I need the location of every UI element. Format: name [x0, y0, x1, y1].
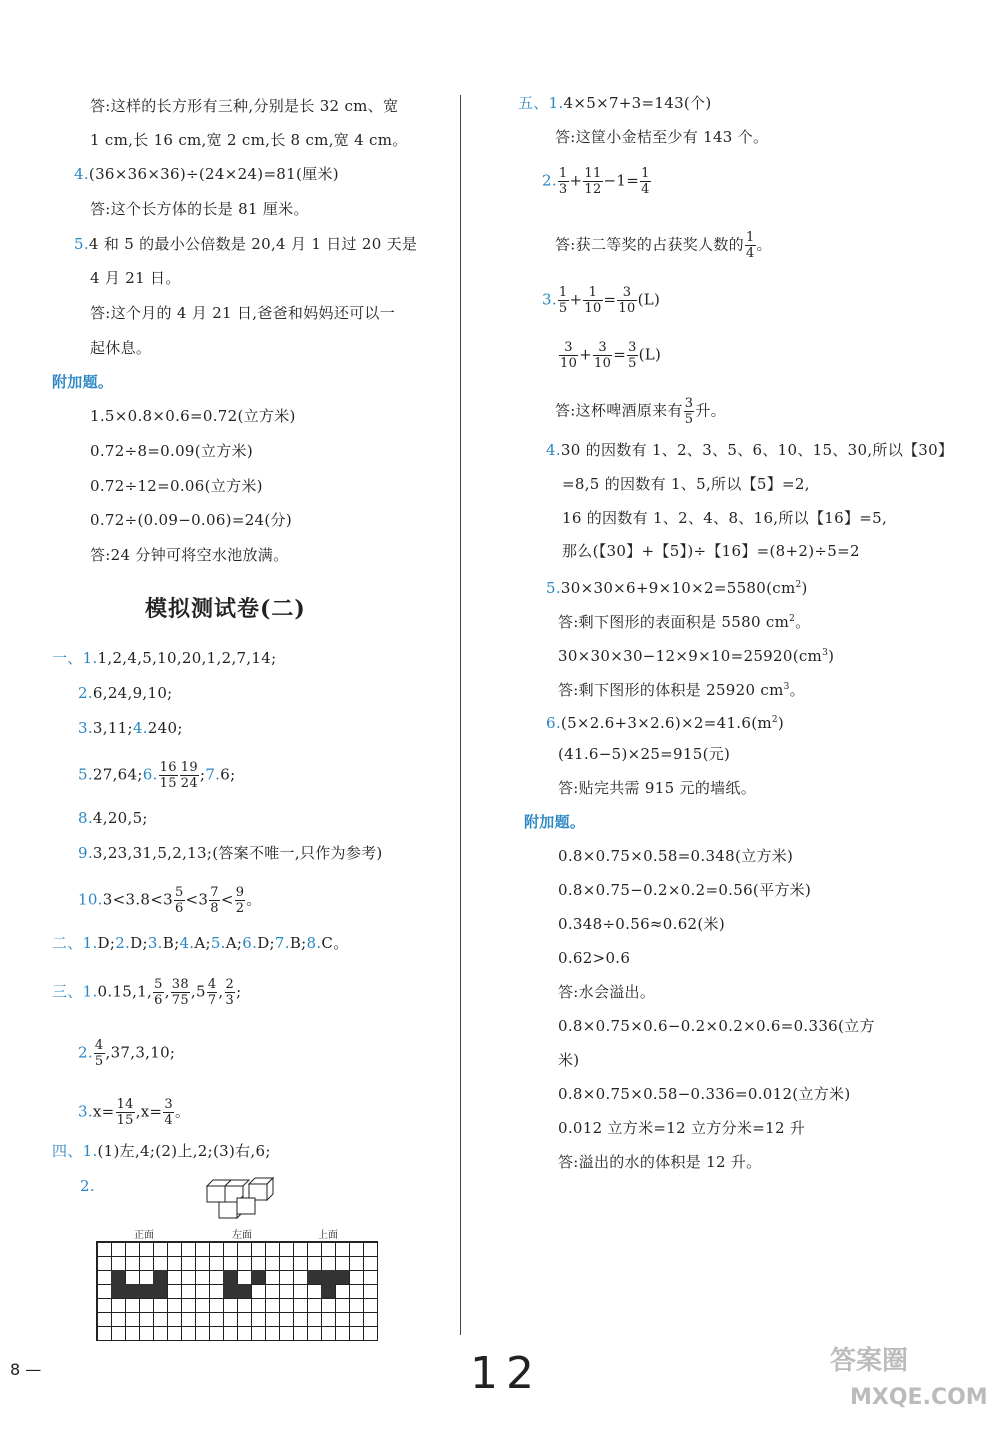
calc-line: 0.348÷0.56≈0.62(米) — [558, 915, 725, 933]
problem-number: 2. — [78, 684, 93, 702]
fraction: $\frac{4}{5}$ — [94, 1038, 104, 1069]
answer-line: 答:剩下图形的表面积是 5580 $cm^2$。 — [558, 613, 811, 631]
fraction: $\frac{11}{12}$ — [584, 166, 602, 197]
answer-line: 8.4,20,5; — [78, 809, 148, 827]
fraction: $\frac{5}{6}$ — [154, 977, 163, 1008]
answer-text: 1,2,4,5,10,20,1,2,7,14; — [97, 649, 277, 667]
fraction: $\frac{14}{15}$ — [116, 1097, 134, 1128]
answer-line: 10.3<3.8<3 $\frac{5}{6}$ <3 $\frac{7}{8}$ < $\frac{9}{2}$ 。 — [78, 885, 262, 916]
problem-number: 4. — [132, 719, 148, 737]
problem-number: 2. — [80, 1177, 95, 1195]
problem-number: 3. — [78, 719, 93, 737]
answer-line: 答:24 分钟可将空水池放满。 — [90, 546, 289, 564]
calc-line: 0.72÷12=0.06(立方米) — [90, 477, 263, 495]
calc-line: (41.6−5)×25=915(元) — [558, 745, 731, 763]
answer-line: 5.27,64;6. $\frac{16}{15}$ $\frac{19}{24}$ ;7.6; — [78, 760, 236, 791]
calc-line: $\frac{3}{10}$ + $\frac{3}{10}$ = $\frac{3}{5}$ (L) — [560, 340, 662, 371]
fraction: $\frac{1}{4}$ — [745, 230, 755, 261]
grid-cell-filled — [153, 1284, 167, 1298]
fraction: $\frac{1}{10}$ — [584, 285, 602, 316]
section-title: 模拟测试卷(二) — [145, 596, 306, 622]
problem-line: 五、1.4×5×7+3=143(个) — [518, 94, 712, 112]
fraction: $\frac{2}{3}$ — [225, 977, 235, 1008]
fraction: $\frac{3}{4}$ — [164, 1097, 173, 1128]
watermark-url: MXQE.COM — [850, 1385, 988, 1410]
grid-cell-filled — [237, 1284, 251, 1298]
problem-number: 10. — [78, 890, 103, 909]
grid-label-front: 正面 — [134, 1230, 154, 1241]
answer-line — [78, 718, 183, 738]
calc-line: 米) — [558, 1051, 580, 1069]
bonus-heading: 附加题。 — [52, 373, 114, 391]
fraction: $\frac{9}{2}$ — [235, 885, 245, 916]
fraction: $\frac{1}{3}$ — [558, 166, 568, 197]
grid-cell-filled — [111, 1270, 125, 1284]
grid-label-left: 左面 — [232, 1230, 252, 1241]
answer-line: 答:这样的长方形有三种,分别是长 32 cm、宽 — [90, 97, 399, 115]
calc-line: =8,5 的因数有 1、5,所以【5】=2, — [562, 475, 810, 493]
answer-line: 三、1.0.15,1, $\frac{5}{6}$ , $\frac{38}{75}$ ,5 $\frac{4}{7}$ , $\frac{2}{3}$ ; — [52, 977, 242, 1008]
answer-line: 答:水会溢出。 — [558, 983, 656, 1001]
calc-line: 0.012 立方米=12 立方分米=12 升 — [558, 1119, 806, 1137]
answer-grid — [96, 1241, 378, 1341]
answer-line: 答:贴完共需 915 元的墙纸。 — [558, 779, 757, 797]
fraction: $\frac{3}{10}$ — [560, 340, 578, 371]
section-label: 二、 — [52, 934, 83, 952]
answer-line: 答:剩下图形的体积是 25920 $cm^3$。 — [558, 681, 805, 699]
answer-line: 答:这筐小金桔至少有 143 个。 — [555, 128, 769, 146]
grid-cell-filled — [223, 1270, 237, 1284]
problem-text: (36×36×36)÷(24×24)=81(厘米) — [88, 165, 339, 183]
calc-line: $5.30\times 30\times 6+9\times 10\times 2=5580(cm^2)$ — [546, 579, 808, 597]
answer-line: 答:这杯啤酒原来有 $\frac{3}{5}$ 升。 — [555, 396, 726, 427]
section-label: 四、 — [52, 1142, 83, 1160]
fraction: $\frac{7}{8}$ — [210, 885, 219, 916]
answer-text: 240; — [147, 719, 183, 737]
fraction: $\frac{1}{4}$ — [641, 166, 650, 197]
answer-text: 6,24,9,10; — [92, 684, 173, 702]
calc-line: $30\times 30\times 30-12\times 9\times 10=25920(cm^3)$ — [558, 647, 835, 665]
handwritten-number: 12 — [470, 1348, 542, 1399]
grid-cell-filled — [125, 1284, 139, 1298]
fraction: $\frac{4}{7}$ — [207, 977, 217, 1008]
answer-line: 9.3,23,31,5,2,13;(答案不唯一,只作为参考) — [78, 844, 383, 862]
calc-line: 0.8×0.75×0.58=0.348(立方米) — [558, 847, 794, 865]
calc-line: 0.8×0.75×0.6−0.2×0.2×0.6=0.336(立方 — [558, 1017, 875, 1035]
grid-cell-filled — [223, 1284, 237, 1298]
answer-line: 四、1.(1)左,4;(2)上,2;(3)右,6; — [52, 1142, 271, 1160]
problem-line — [74, 164, 339, 184]
column-divider — [460, 95, 461, 1335]
fraction: $\frac{38}{75}$ — [171, 977, 189, 1008]
grid-cell-filled — [307, 1270, 321, 1284]
answer-line: 答:获二等奖的占获奖人数的 $\frac{1}{4}$ 。 — [555, 230, 772, 261]
fraction: $\frac{3}{5}$ — [628, 340, 637, 371]
answer-text: 27,64; — [92, 765, 143, 784]
grid-cell-filled — [111, 1284, 125, 1298]
problem-number: 4. — [74, 165, 89, 183]
calc-line: 0.8×0.75×0.58−0.336=0.012(立方米) — [558, 1085, 851, 1103]
calc-line: 0.62>0.6 — [558, 949, 631, 967]
grid-cell-filled — [321, 1270, 335, 1284]
watermark-logo: 答案圈 — [830, 1346, 909, 1376]
problem-number: 9. — [78, 844, 93, 862]
problem-line — [74, 234, 417, 254]
problem-line: 4 月 21 日。 — [90, 269, 181, 287]
problem-number: 6. — [142, 765, 158, 784]
calc-line: 0.8×0.75−0.2×0.2=0.56(平方米) — [558, 881, 812, 899]
grid-cell-filled — [251, 1270, 265, 1284]
page-number: 8 — — [10, 1360, 42, 1379]
grid-cell-filled — [321, 1284, 335, 1298]
fraction: $\frac{19}{24}$ — [180, 760, 198, 791]
cubes-figure — [205, 1176, 275, 1222]
calc-line: 2. $\frac{1}{3}$ + $\frac{11}{12}$ −1= $\frac{1}{4}$ — [542, 166, 650, 197]
section-label: 五、 — [518, 94, 549, 112]
fraction: $\frac{3}{5}$ — [684, 396, 694, 427]
answer-line: 3.x= $\frac{14}{15}$ ,x= $\frac{3}{4}$ 。 — [78, 1097, 191, 1128]
answer-line: 二、1.D;2.D;3.B;4.A;5.A;6.D;7.B;8.C。 — [52, 934, 349, 952]
answer-line: 2. $\frac{4}{5}$ ,37,3,10; — [78, 1038, 176, 1069]
answer-line: 答:溢出的水的体积是 12 升。 — [558, 1153, 762, 1171]
calc-line: $6.(5\times 2.6+3\times 2.6)\times 2=41.6(m^2)$ — [546, 714, 785, 732]
fraction: $\frac{16}{15}$ — [159, 760, 177, 791]
calc-line: 16 的因数有 1、2、4、8、16,所以【16】=5, — [562, 509, 888, 527]
section-label: 三、 — [52, 982, 83, 1001]
problem-number: 5. — [78, 765, 93, 784]
answer-text: 3,11; — [92, 719, 133, 737]
fraction: $\frac{3}{10}$ — [618, 285, 636, 316]
answer-line: 起休息。 — [90, 339, 152, 357]
answer-line — [52, 648, 276, 668]
calc-line: 那么(【30】+【5】)÷【16】=(8+2)÷5=2 — [562, 542, 860, 560]
problem-number: 5. — [74, 235, 89, 253]
fraction: $\frac{1}{5}$ — [558, 285, 568, 316]
calc-line: 1.5×0.8×0.6=0.72(立方米) — [90, 407, 296, 425]
problem-number: 7. — [205, 765, 221, 784]
calc-line: 3. $\frac{1}{5}$ + $\frac{1}{10}$ = $\frac{3}{10}$ (L) — [542, 285, 661, 316]
problem-text: 4 和 5 的最小公倍数是 20,4 月 1 日过 20 天是 — [88, 235, 418, 253]
grid-cell-filled — [335, 1270, 349, 1284]
grid-cell-filled — [139, 1284, 153, 1298]
answer-line — [78, 683, 173, 703]
problem-number: 1. — [82, 649, 98, 667]
calc-line: 0.72÷(0.09−0.06)=24(分) — [90, 511, 292, 529]
answer-line: 答:这个长方体的长是 81 厘米。 — [90, 200, 309, 218]
problem-number: 8. — [78, 809, 93, 827]
bonus-heading: 附加题。 — [524, 813, 586, 831]
grid-label-top: 上面 — [318, 1230, 338, 1241]
section-label: 一、 — [52, 649, 83, 667]
fraction: $\frac{5}{6}$ — [174, 885, 184, 916]
calc-line: 4.30 的因数有 1、2、3、5、6、10、15、30,所以【30】 — [546, 441, 954, 459]
calc-line: 0.72÷8=0.09(立方米) — [90, 442, 253, 460]
fraction: $\frac{3}{10}$ — [594, 340, 612, 371]
answer-line: 1 cm,长 16 cm,宽 2 cm,长 8 cm,宽 4 cm。 — [90, 131, 408, 149]
answer-line: 答:这个月的 4 月 21 日,爸爸和妈妈还可以一 — [90, 304, 396, 322]
grid-cell-filled — [153, 1270, 167, 1284]
